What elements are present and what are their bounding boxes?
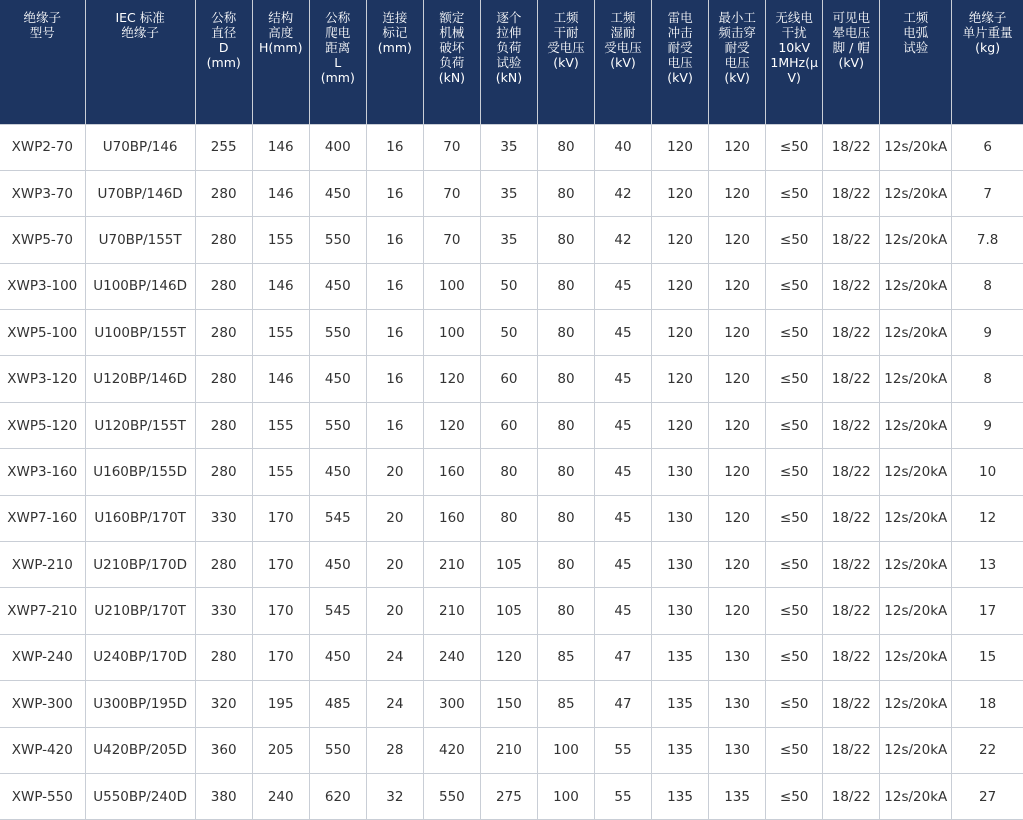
cell-col-power-freq-wet-withstand: 45: [595, 263, 652, 309]
cell-col-connection-mark: 28: [366, 727, 423, 773]
header-col-rated-mechanical-load: 额定 机械 破坏 负荷 (kN): [423, 0, 480, 124]
table-row: [0, 263, 1023, 309]
cell-col-visible-corona: 18/22: [823, 356, 880, 402]
cell-col-power-freq-dry-withstand: 80: [537, 588, 594, 634]
cell-col-power-freq-dry-withstand: 80: [537, 449, 594, 495]
cell-col-power-arc-test: 12s/20kA: [880, 310, 952, 356]
table-row: [0, 634, 1023, 680]
header-col-insulator-model: 绝缘子 型号: [0, 0, 85, 124]
cell-col-min-puncture-withstand: 120: [709, 356, 766, 402]
cell-col-power-freq-dry-withstand: 80: [537, 495, 594, 541]
cell-col-rated-mechanical-load: 70: [423, 124, 480, 170]
cell-col-rated-mechanical-load: 160: [423, 449, 480, 495]
cell-col-insulator-model: XWP7-210: [0, 588, 85, 634]
cell-col-nominal-diameter: 360: [195, 727, 252, 773]
table-body: [0, 124, 1023, 820]
header-col-nominal-diameter: 公称 直径 D (mm): [195, 0, 252, 124]
header-col-min-puncture-withstand: 最小工 频击穿 耐受 电压 (kV): [709, 0, 766, 124]
cell-col-insulator-model: XWP-550: [0, 773, 85, 819]
cell-col-routine-tensile-load: 210: [480, 727, 537, 773]
cell-col-iec-standard: U160BP/155D: [85, 449, 195, 495]
cell-col-lightning-impulse-withstand: 130: [652, 588, 709, 634]
cell-col-unit-weight: 9: [952, 310, 1023, 356]
cell-col-structure-height: 170: [252, 542, 309, 588]
cell-col-rated-mechanical-load: 100: [423, 263, 480, 309]
cell-col-power-freq-wet-withstand: 45: [595, 402, 652, 448]
table-row: [0, 356, 1023, 402]
cell-col-power-freq-wet-withstand: 47: [595, 681, 652, 727]
cell-col-creepage-distance: 450: [309, 634, 366, 680]
cell-col-creepage-distance: 450: [309, 263, 366, 309]
cell-col-rated-mechanical-load: 100: [423, 310, 480, 356]
cell-col-power-freq-wet-withstand: 45: [595, 356, 652, 402]
cell-col-iec-standard: U210BP/170D: [85, 542, 195, 588]
cell-col-connection-mark: 16: [366, 356, 423, 402]
cell-col-insulator-model: XWP2-70: [0, 124, 85, 170]
cell-col-min-puncture-withstand: 120: [709, 217, 766, 263]
cell-col-nominal-diameter: 280: [195, 402, 252, 448]
cell-col-routine-tensile-load: 275: [480, 773, 537, 819]
cell-col-iec-standard: U550BP/240D: [85, 773, 195, 819]
cell-col-nominal-diameter: 280: [195, 263, 252, 309]
cell-col-creepage-distance: 450: [309, 170, 366, 216]
cell-col-iec-standard: U70BP/155T: [85, 217, 195, 263]
cell-col-structure-height: 205: [252, 727, 309, 773]
cell-col-nominal-diameter: 380: [195, 773, 252, 819]
cell-col-nominal-diameter: 280: [195, 542, 252, 588]
cell-col-power-freq-wet-withstand: 42: [595, 217, 652, 263]
table-row: [0, 402, 1023, 448]
header-col-unit-weight: 绝缘子 单片重量 (kg): [952, 0, 1023, 124]
cell-col-connection-mark: 16: [366, 263, 423, 309]
cell-col-min-puncture-withstand: 120: [709, 310, 766, 356]
cell-col-min-puncture-withstand: 120: [709, 588, 766, 634]
cell-col-nominal-diameter: 255: [195, 124, 252, 170]
cell-col-power-arc-test: 12s/20kA: [880, 634, 952, 680]
table-row: [0, 495, 1023, 541]
cell-col-lightning-impulse-withstand: 120: [652, 124, 709, 170]
header-col-creepage-distance: 公称 爬电 距离 L (mm): [309, 0, 366, 124]
cell-col-creepage-distance: 450: [309, 356, 366, 402]
cell-col-unit-weight: 18: [952, 681, 1023, 727]
cell-col-routine-tensile-load: 105: [480, 588, 537, 634]
cell-col-power-freq-wet-withstand: 45: [595, 542, 652, 588]
cell-col-structure-height: 155: [252, 449, 309, 495]
cell-col-radio-interference: ≤50: [766, 634, 823, 680]
cell-col-rated-mechanical-load: 70: [423, 170, 480, 216]
cell-col-power-arc-test: 12s/20kA: [880, 402, 952, 448]
table-row: [0, 773, 1023, 819]
cell-col-connection-mark: 20: [366, 542, 423, 588]
cell-col-power-arc-test: 12s/20kA: [880, 773, 952, 819]
cell-col-iec-standard: U240BP/170D: [85, 634, 195, 680]
cell-col-unit-weight: 7: [952, 170, 1023, 216]
cell-col-iec-standard: U160BP/170T: [85, 495, 195, 541]
cell-col-iec-standard: U100BP/146D: [85, 263, 195, 309]
cell-col-structure-height: 146: [252, 170, 309, 216]
cell-col-lightning-impulse-withstand: 130: [652, 495, 709, 541]
cell-col-iec-standard: U100BP/155T: [85, 310, 195, 356]
cell-col-nominal-diameter: 320: [195, 681, 252, 727]
cell-col-radio-interference: ≤50: [766, 263, 823, 309]
cell-col-min-puncture-withstand: 130: [709, 727, 766, 773]
cell-col-creepage-distance: 550: [309, 402, 366, 448]
cell-col-radio-interference: ≤50: [766, 310, 823, 356]
header-col-routine-tensile-load: 逐个 拉伸 负荷 试验 (kN): [480, 0, 537, 124]
cell-col-power-freq-dry-withstand: 80: [537, 263, 594, 309]
cell-col-creepage-distance: 485: [309, 681, 366, 727]
header-col-power-arc-test: 工频 电弧 试验: [880, 0, 952, 124]
cell-col-nominal-diameter: 280: [195, 217, 252, 263]
cell-col-unit-weight: 13: [952, 542, 1023, 588]
cell-col-lightning-impulse-withstand: 120: [652, 402, 709, 448]
cell-col-routine-tensile-load: 60: [480, 356, 537, 402]
cell-col-power-arc-test: 12s/20kA: [880, 727, 952, 773]
cell-col-rated-mechanical-load: 70: [423, 217, 480, 263]
cell-col-radio-interference: ≤50: [766, 217, 823, 263]
cell-col-routine-tensile-load: 35: [480, 170, 537, 216]
cell-col-connection-mark: 32: [366, 773, 423, 819]
cell-col-power-freq-wet-withstand: 45: [595, 495, 652, 541]
header-col-structure-height: 结构 高度 H(mm): [252, 0, 309, 124]
cell-col-routine-tensile-load: 50: [480, 263, 537, 309]
cell-col-rated-mechanical-load: 120: [423, 356, 480, 402]
cell-col-visible-corona: 18/22: [823, 449, 880, 495]
cell-col-creepage-distance: 620: [309, 773, 366, 819]
cell-col-visible-corona: 18/22: [823, 402, 880, 448]
cell-col-unit-weight: 9: [952, 402, 1023, 448]
cell-col-structure-height: 170: [252, 588, 309, 634]
cell-col-iec-standard: U70BP/146D: [85, 170, 195, 216]
cell-col-structure-height: 155: [252, 310, 309, 356]
cell-col-iec-standard: U210BP/170T: [85, 588, 195, 634]
cell-col-nominal-diameter: 280: [195, 310, 252, 356]
cell-col-min-puncture-withstand: 120: [709, 402, 766, 448]
cell-col-power-freq-dry-withstand: 80: [537, 402, 594, 448]
cell-col-insulator-model: XWP-300: [0, 681, 85, 727]
cell-col-min-puncture-withstand: 130: [709, 681, 766, 727]
cell-col-creepage-distance: 400: [309, 124, 366, 170]
cell-col-min-puncture-withstand: 120: [709, 170, 766, 216]
header-col-lightning-impulse-withstand: 雷电 冲击 耐受 电压 (kV): [652, 0, 709, 124]
cell-col-routine-tensile-load: 60: [480, 402, 537, 448]
cell-col-min-puncture-withstand: 120: [709, 263, 766, 309]
cell-col-radio-interference: ≤50: [766, 449, 823, 495]
cell-col-lightning-impulse-withstand: 120: [652, 217, 709, 263]
cell-col-power-freq-wet-withstand: 40: [595, 124, 652, 170]
cell-col-nominal-diameter: 330: [195, 588, 252, 634]
header-col-power-freq-dry-withstand: 工频 干耐 受电压 (kV): [537, 0, 594, 124]
cell-col-lightning-impulse-withstand: 120: [652, 310, 709, 356]
cell-col-visible-corona: 18/22: [823, 310, 880, 356]
cell-col-radio-interference: ≤50: [766, 681, 823, 727]
cell-col-power-arc-test: 12s/20kA: [880, 356, 952, 402]
cell-col-rated-mechanical-load: 120: [423, 402, 480, 448]
header-col-visible-corona: 可见电 晕电压 脚 / 帽 (kV): [823, 0, 880, 124]
cell-col-power-freq-dry-withstand: 80: [537, 542, 594, 588]
cell-col-min-puncture-withstand: 120: [709, 495, 766, 541]
cell-col-visible-corona: 18/22: [823, 681, 880, 727]
cell-col-radio-interference: ≤50: [766, 773, 823, 819]
cell-col-unit-weight: 6: [952, 124, 1023, 170]
cell-col-creepage-distance: 545: [309, 495, 366, 541]
header-col-iec-standard: IEC 标准 绝缘子: [85, 0, 195, 124]
cell-col-power-freq-dry-withstand: 85: [537, 634, 594, 680]
cell-col-power-freq-wet-withstand: 55: [595, 773, 652, 819]
cell-col-power-arc-test: 12s/20kA: [880, 170, 952, 216]
cell-col-rated-mechanical-load: 420: [423, 727, 480, 773]
cell-col-visible-corona: 18/22: [823, 773, 880, 819]
cell-col-insulator-model: XWP-210: [0, 542, 85, 588]
cell-col-insulator-model: XWP-240: [0, 634, 85, 680]
table-row: [0, 124, 1023, 170]
cell-col-insulator-model: XWP3-100: [0, 263, 85, 309]
cell-col-power-freq-wet-withstand: 42: [595, 170, 652, 216]
cell-col-insulator-model: XWP-420: [0, 727, 85, 773]
cell-col-power-freq-dry-withstand: 80: [537, 170, 594, 216]
cell-col-insulator-model: XWP5-120: [0, 402, 85, 448]
table-row: [0, 681, 1023, 727]
cell-col-min-puncture-withstand: 120: [709, 449, 766, 495]
cell-col-visible-corona: 18/22: [823, 495, 880, 541]
cell-col-routine-tensile-load: 35: [480, 217, 537, 263]
cell-col-unit-weight: 17: [952, 588, 1023, 634]
table-row: [0, 170, 1023, 216]
cell-col-routine-tensile-load: 105: [480, 542, 537, 588]
cell-col-power-freq-dry-withstand: 100: [537, 773, 594, 819]
cell-col-power-freq-wet-withstand: 45: [595, 310, 652, 356]
cell-col-unit-weight: 8: [952, 356, 1023, 402]
cell-col-routine-tensile-load: 35: [480, 124, 537, 170]
cell-col-structure-height: 195: [252, 681, 309, 727]
cell-col-rated-mechanical-load: 210: [423, 588, 480, 634]
header-row: [0, 0, 1023, 124]
cell-col-structure-height: 155: [252, 402, 309, 448]
cell-col-rated-mechanical-load: 550: [423, 773, 480, 819]
cell-col-radio-interference: ≤50: [766, 402, 823, 448]
cell-col-lightning-impulse-withstand: 120: [652, 170, 709, 216]
table-header: [0, 0, 1023, 124]
cell-col-radio-interference: ≤50: [766, 727, 823, 773]
cell-col-insulator-model: XWP3-160: [0, 449, 85, 495]
cell-col-unit-weight: 8: [952, 263, 1023, 309]
cell-col-routine-tensile-load: 150: [480, 681, 537, 727]
cell-col-power-freq-dry-withstand: 80: [537, 217, 594, 263]
cell-col-lightning-impulse-withstand: 120: [652, 356, 709, 402]
cell-col-unit-weight: 27: [952, 773, 1023, 819]
cell-col-power-freq-dry-withstand: 85: [537, 681, 594, 727]
cell-col-insulator-model: XWP5-70: [0, 217, 85, 263]
cell-col-routine-tensile-load: 80: [480, 449, 537, 495]
cell-col-visible-corona: 18/22: [823, 542, 880, 588]
cell-col-visible-corona: 18/22: [823, 217, 880, 263]
cell-col-nominal-diameter: 280: [195, 356, 252, 402]
cell-col-power-arc-test: 12s/20kA: [880, 217, 952, 263]
cell-col-visible-corona: 18/22: [823, 588, 880, 634]
cell-col-structure-height: 240: [252, 773, 309, 819]
cell-col-unit-weight: 15: [952, 634, 1023, 680]
cell-col-nominal-diameter: 280: [195, 170, 252, 216]
cell-col-routine-tensile-load: 80: [480, 495, 537, 541]
cell-col-min-puncture-withstand: 135: [709, 773, 766, 819]
cell-col-creepage-distance: 550: [309, 310, 366, 356]
cell-col-connection-mark: 24: [366, 634, 423, 680]
cell-col-lightning-impulse-withstand: 130: [652, 542, 709, 588]
header-col-radio-interference: 无线电 干扰 10kV 1MHz(μ V): [766, 0, 823, 124]
cell-col-routine-tensile-load: 120: [480, 634, 537, 680]
cell-col-creepage-distance: 550: [309, 727, 366, 773]
cell-col-power-arc-test: 12s/20kA: [880, 495, 952, 541]
cell-col-power-freq-dry-withstand: 80: [537, 356, 594, 402]
cell-col-power-freq-dry-withstand: 80: [537, 124, 594, 170]
table-row: [0, 449, 1023, 495]
cell-col-connection-mark: 20: [366, 588, 423, 634]
cell-col-rated-mechanical-load: 210: [423, 542, 480, 588]
cell-col-rated-mechanical-load: 300: [423, 681, 480, 727]
cell-col-connection-mark: 16: [366, 124, 423, 170]
cell-col-insulator-model: XWP3-70: [0, 170, 85, 216]
cell-col-nominal-diameter: 330: [195, 495, 252, 541]
cell-col-unit-weight: 22: [952, 727, 1023, 773]
cell-col-routine-tensile-load: 50: [480, 310, 537, 356]
table-row: [0, 542, 1023, 588]
cell-col-unit-weight: 10: [952, 449, 1023, 495]
cell-col-connection-mark: 20: [366, 495, 423, 541]
cell-col-nominal-diameter: 280: [195, 449, 252, 495]
cell-col-connection-mark: 16: [366, 402, 423, 448]
cell-col-unit-weight: 12: [952, 495, 1023, 541]
header-col-connection-mark: 连接 标记 (mm): [366, 0, 423, 124]
cell-col-radio-interference: ≤50: [766, 588, 823, 634]
cell-col-iec-standard: U420BP/205D: [85, 727, 195, 773]
cell-col-radio-interference: ≤50: [766, 542, 823, 588]
cell-col-nominal-diameter: 280: [195, 634, 252, 680]
cell-col-insulator-model: XWP7-160: [0, 495, 85, 541]
cell-col-connection-mark: 16: [366, 310, 423, 356]
table-row: [0, 217, 1023, 263]
cell-col-power-freq-dry-withstand: 100: [537, 727, 594, 773]
cell-col-rated-mechanical-load: 240: [423, 634, 480, 680]
cell-col-connection-mark: 16: [366, 170, 423, 216]
cell-col-insulator-model: XWP3-120: [0, 356, 85, 402]
cell-col-lightning-impulse-withstand: 130: [652, 449, 709, 495]
cell-col-iec-standard: U120BP/155T: [85, 402, 195, 448]
cell-col-power-arc-test: 12s/20kA: [880, 124, 952, 170]
cell-col-visible-corona: 18/22: [823, 124, 880, 170]
cell-col-radio-interference: ≤50: [766, 170, 823, 216]
cell-col-structure-height: 146: [252, 356, 309, 402]
cell-col-unit-weight: 7.8: [952, 217, 1023, 263]
cell-col-rated-mechanical-load: 160: [423, 495, 480, 541]
cell-col-creepage-distance: 550: [309, 217, 366, 263]
cell-col-visible-corona: 18/22: [823, 634, 880, 680]
cell-col-min-puncture-withstand: 120: [709, 542, 766, 588]
cell-col-lightning-impulse-withstand: 135: [652, 773, 709, 819]
cell-col-lightning-impulse-withstand: 135: [652, 727, 709, 773]
cell-col-radio-interference: ≤50: [766, 356, 823, 402]
cell-col-connection-mark: 24: [366, 681, 423, 727]
cell-col-connection-mark: 20: [366, 449, 423, 495]
cell-col-power-arc-test: 12s/20kA: [880, 542, 952, 588]
cell-col-structure-height: 170: [252, 634, 309, 680]
cell-col-connection-mark: 16: [366, 217, 423, 263]
cell-col-iec-standard: U120BP/146D: [85, 356, 195, 402]
cell-col-power-arc-test: 12s/20kA: [880, 449, 952, 495]
cell-col-radio-interference: ≤50: [766, 124, 823, 170]
cell-col-structure-height: 170: [252, 495, 309, 541]
table-row: [0, 727, 1023, 773]
cell-col-power-freq-dry-withstand: 80: [537, 310, 594, 356]
header-col-power-freq-wet-withstand: 工频 湿耐 受电压 (kV): [595, 0, 652, 124]
cell-col-power-freq-wet-withstand: 47: [595, 634, 652, 680]
cell-col-iec-standard: U70BP/146: [85, 124, 195, 170]
cell-col-min-puncture-withstand: 120: [709, 124, 766, 170]
cell-col-structure-height: 146: [252, 124, 309, 170]
cell-col-structure-height: 146: [252, 263, 309, 309]
cell-col-radio-interference: ≤50: [766, 495, 823, 541]
cell-col-lightning-impulse-withstand: 120: [652, 263, 709, 309]
cell-col-lightning-impulse-withstand: 135: [652, 634, 709, 680]
cell-col-insulator-model: XWP5-100: [0, 310, 85, 356]
cell-col-creepage-distance: 545: [309, 588, 366, 634]
table-row: [0, 588, 1023, 634]
cell-col-lightning-impulse-withstand: 135: [652, 681, 709, 727]
cell-col-power-freq-wet-withstand: 45: [595, 588, 652, 634]
cell-col-visible-corona: 18/22: [823, 170, 880, 216]
cell-col-power-arc-test: 12s/20kA: [880, 263, 952, 309]
cell-col-creepage-distance: 450: [309, 449, 366, 495]
cell-col-visible-corona: 18/22: [823, 727, 880, 773]
cell-col-power-freq-wet-withstand: 55: [595, 727, 652, 773]
table-row: [0, 310, 1023, 356]
cell-col-creepage-distance: 450: [309, 542, 366, 588]
cell-col-structure-height: 155: [252, 217, 309, 263]
cell-col-power-freq-wet-withstand: 45: [595, 449, 652, 495]
cell-col-power-arc-test: 12s/20kA: [880, 681, 952, 727]
cell-col-power-arc-test: 12s/20kA: [880, 588, 952, 634]
cell-col-min-puncture-withstand: 130: [709, 634, 766, 680]
cell-col-iec-standard: U300BP/195D: [85, 681, 195, 727]
cell-col-visible-corona: 18/22: [823, 263, 880, 309]
